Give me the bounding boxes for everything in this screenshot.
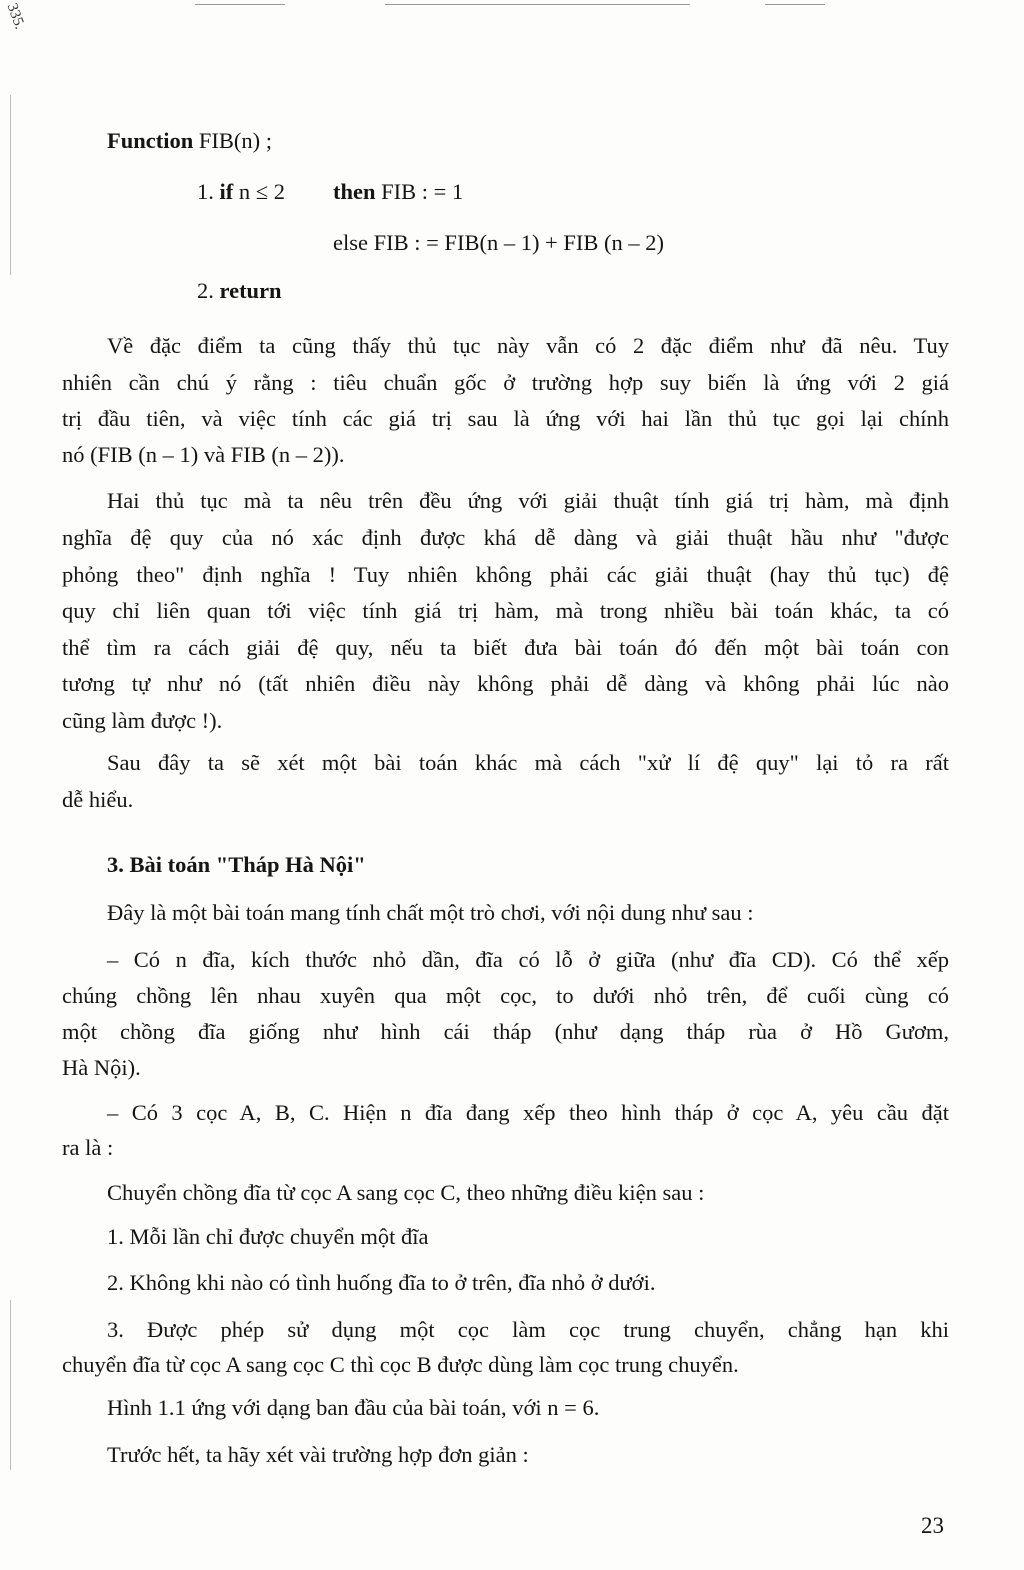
then-assignment: FIB : = 1 [375, 179, 464, 204]
code-then-clause [333, 178, 463, 206]
paragraph-line: tương tự như nó (tất nhiên điều này không phải dễ dàng và không phải lúc nào [62, 671, 949, 696]
paragraph-line: Hình 1.1 ứng với dạng ban đầu của bài toán, với n = 6. [107, 1395, 600, 1420]
if-keyword: if [219, 179, 234, 204]
paragraph-line: ra là : [62, 1135, 114, 1160]
scan-left-edge [10, 95, 11, 275]
return-keyword: return [219, 278, 282, 303]
code-step-1 [197, 178, 285, 206]
paragraph-line: thể tìm ra cách giải đệ quy, nếu ta biết đưa bài toán đó đến một bài toán con [62, 635, 949, 660]
list-item: 3. Được phép sử dụng một cọc làm cọc trung chuyển, chẳng hạn khi [107, 1317, 949, 1342]
paragraph-line: – Có n đĩa, kích thước nhỏ dần, đĩa có lỗ ở giữa (như đĩa CD). Có thể xếp [107, 947, 949, 972]
step-number: 2. [197, 278, 220, 303]
section-heading: 3. Bài toán "Tháp Hà Nội" [107, 852, 366, 877]
paragraph-line: nhiên cần chú ý rằng : tiêu chuẩn gốc ở trường hợp suy biến là ứng với 2 giá [62, 370, 949, 395]
paragraph-line: Hà Nội). [62, 1055, 141, 1080]
paragraph-line: nó (FIB (n – 1) và FIB (n – 2)). [62, 442, 345, 467]
paragraph-line: Chuyển chồng đĩa từ cọc A sang cọc C, theo những điều kiện sau : [107, 1180, 705, 1205]
then-keyword: then [333, 179, 376, 204]
paragraph-line: cũng làm được !). [62, 708, 223, 733]
paragraph-line: nghĩa đệ quy của nó xác định được khá dễ dàng và giải thuật hầu như "được [62, 525, 949, 550]
paragraph-line: Trước hết, ta hãy xét vài trường hợp đơn giản : [107, 1442, 529, 1467]
list-item: chuyển đĩa từ cọc A sang cọc C thì cọc B được dùng làm cọc trung chuyển. [62, 1352, 739, 1377]
code-step-2 [197, 277, 282, 305]
code-else-clause: else FIB : = FIB(n – 1) + FIB (n – 2) [333, 230, 664, 255]
function-signature [107, 127, 272, 155]
paragraph-line: dễ hiểu. [62, 787, 134, 812]
paragraph-line: – Có 3 cọc A, B, C. Hiện n đĩa đang xếp theo hình tháp ở cọc A, yêu cầu đặt [107, 1100, 949, 1125]
corner-mark: 335. [3, 1, 28, 32]
scan-left-edge [10, 1300, 11, 1470]
paragraph-line: Về đặc điểm ta cũng thấy thủ tục này vẫn có 2 đặc điểm như đã nêu. Tuy [107, 333, 949, 358]
paragraph-line: trị đầu tiên, và việc tính các giá trị sau là ứng với hai lần thủ tục gọi lại chính [62, 406, 949, 431]
paragraph-line: Hai thủ tục mà ta nêu trên đều ứng với giải thuật tính giá trị hàm, mà định [107, 488, 949, 513]
paragraph-line: quy chỉ liên quan tới việc tính giá trị hàm, mà trong nhiều bài toán khác, ta có [62, 598, 949, 623]
function-keyword: Function [107, 128, 194, 153]
page-number: 23 [921, 1513, 944, 1538]
paragraph-line: phỏng theo" định nghĩa ! Tuy nhiên không phải các giải thuật (hay thủ tục) đệ [62, 562, 949, 587]
paragraph-line: Đây là một bài toán mang tính chất một trò chơi, với nội dung như sau : [107, 900, 754, 925]
list-item: 1. Mỗi lần chỉ được chuyển một đĩa [107, 1224, 429, 1249]
paragraph-line: một chồng đĩa giống như hình cái tháp (như dạng tháp rùa ở Hồ Gươm, [62, 1019, 949, 1044]
function-name: FIB(n) ; [193, 128, 273, 153]
step-number: 1. [197, 179, 220, 204]
list-item: 2. Không khi nào có tình huống đĩa to ở trên, đĩa nhỏ ở dưới. [107, 1270, 656, 1295]
scan-top-rule [765, 4, 825, 5]
paragraph-line: Sau đây ta sẽ xét một bài toán khác mà cách "xử lí đệ quy" lại tỏ ra rất [107, 750, 949, 775]
scan-top-rule [195, 4, 285, 5]
condition: n ≤ 2 [233, 179, 285, 204]
scan-top-rule [385, 4, 690, 5]
paragraph-line: chúng chồng lên nhau xuyên qua một cọc, to dưới nhỏ trên, để cuối cùng có [62, 983, 949, 1008]
